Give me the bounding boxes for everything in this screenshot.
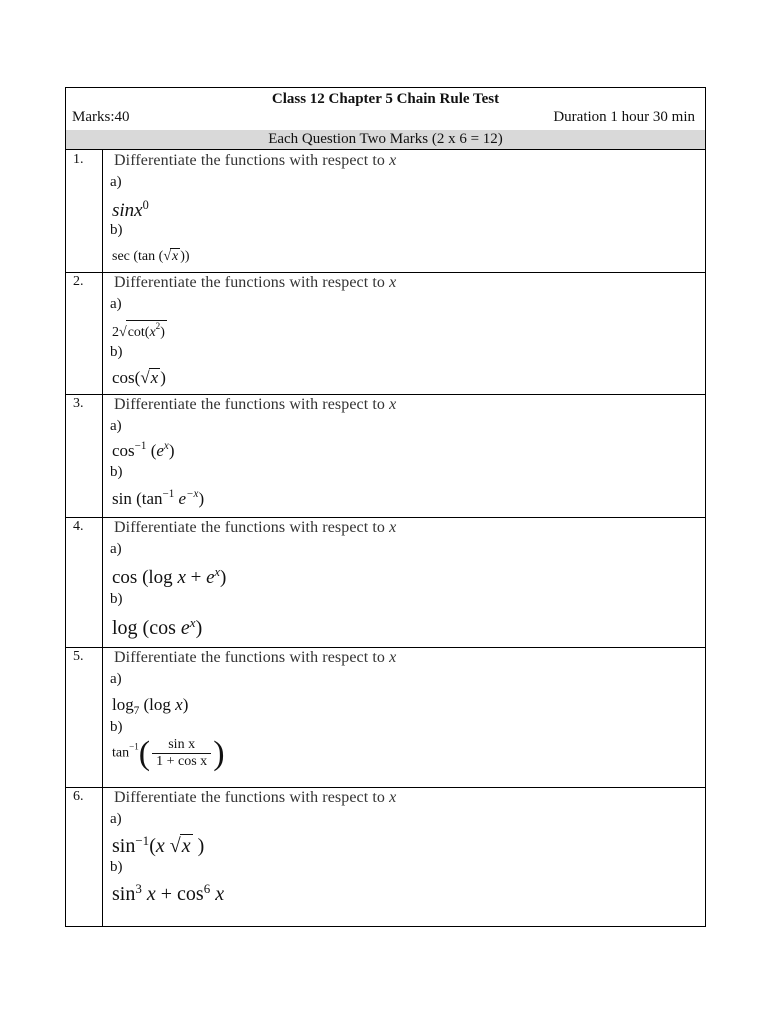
- part-a-label: a): [110, 174, 122, 190]
- question-number: 2.: [73, 274, 84, 289]
- test-sheet: [65, 87, 706, 927]
- expression-1a: sinx$^0$: [112, 198, 149, 221]
- question-number-cell: [66, 517, 103, 647]
- expression-6b: $\sin^3 x + \cos^6 x$: [112, 881, 225, 905]
- part-b-label: b): [110, 719, 123, 735]
- question-instruction: Differentiate the functions with respect to x: [114, 274, 397, 291]
- expression-5b: $\tan^{-1}$( $\frac{\text{sin x}}{\text{1 + cos x}}$ ): [112, 734, 225, 772]
- expression-5a: $\log_7 (\log$ x): [112, 695, 189, 717]
- expression-3a: $\cos^{-1} (e^x)$: [112, 440, 175, 460]
- expression-2a: $2√\cot(x^2)$: [112, 321, 165, 340]
- question-number-cell: [66, 787, 103, 926]
- question-6: [66, 787, 705, 926]
- question-number: 3.: [73, 396, 84, 411]
- expression-4a: cos (log $x + e^x$): [112, 565, 227, 588]
- part-b-label: b): [110, 344, 123, 360]
- question-1: [66, 150, 705, 273]
- expression-6a: $\sin^{-1}(x$ √x ): [112, 833, 205, 857]
- part-a-label: a): [110, 671, 122, 687]
- question-3: [66, 394, 705, 518]
- question-number: 1.: [73, 152, 84, 167]
- expression-4b: log (cos $e^x$): [112, 615, 203, 639]
- part-b-label: b): [110, 859, 123, 875]
- question-number-cell: [66, 272, 103, 394]
- question-number-cell: [66, 150, 103, 272]
- part-b-label: b): [110, 464, 123, 480]
- question-4: [66, 517, 705, 648]
- part-a-label: a): [110, 541, 122, 557]
- question-instruction: Differentiate the functions with respect to x: [114, 789, 397, 806]
- test-header: [66, 88, 705, 131]
- expression-1b: sec (tan (√x )): [112, 249, 190, 264]
- test-title: Class 12 Chapter 5 Chain Rule Test: [271, 91, 500, 107]
- question-number: 5.: [73, 649, 84, 664]
- duration-label: Duration 1 hour 30 min: [553, 109, 695, 125]
- question-instruction: Differentiate the functions with respect to x: [114, 519, 397, 536]
- question-instruction: Differentiate the functions with respect to x: [114, 152, 397, 169]
- part-a-label: a): [110, 811, 122, 827]
- question-number: 6.: [73, 789, 84, 804]
- question-number-cell: [66, 647, 103, 787]
- expression-3b: $\sin (\tan^{-1}$ $e^{-x}$): [112, 488, 205, 508]
- part-a-label: a): [110, 418, 122, 434]
- question-2: [66, 272, 705, 395]
- part-b-label: b): [110, 591, 123, 607]
- section-banner: Each Question Two Marks (2 x 6 = 12): [66, 130, 705, 150]
- part-a-label: a): [110, 296, 122, 312]
- marks-label: Marks:40: [72, 109, 130, 125]
- expression-2b: cos(√x ): [112, 368, 166, 387]
- question-number-cell: [66, 394, 103, 517]
- question-5: [66, 647, 705, 788]
- question-instruction: Differentiate the functions with respect to x: [114, 649, 397, 666]
- question-instruction: Differentiate the functions with respect to x: [114, 396, 397, 413]
- question-number: 4.: [73, 519, 84, 534]
- part-b-label: b): [110, 222, 123, 238]
